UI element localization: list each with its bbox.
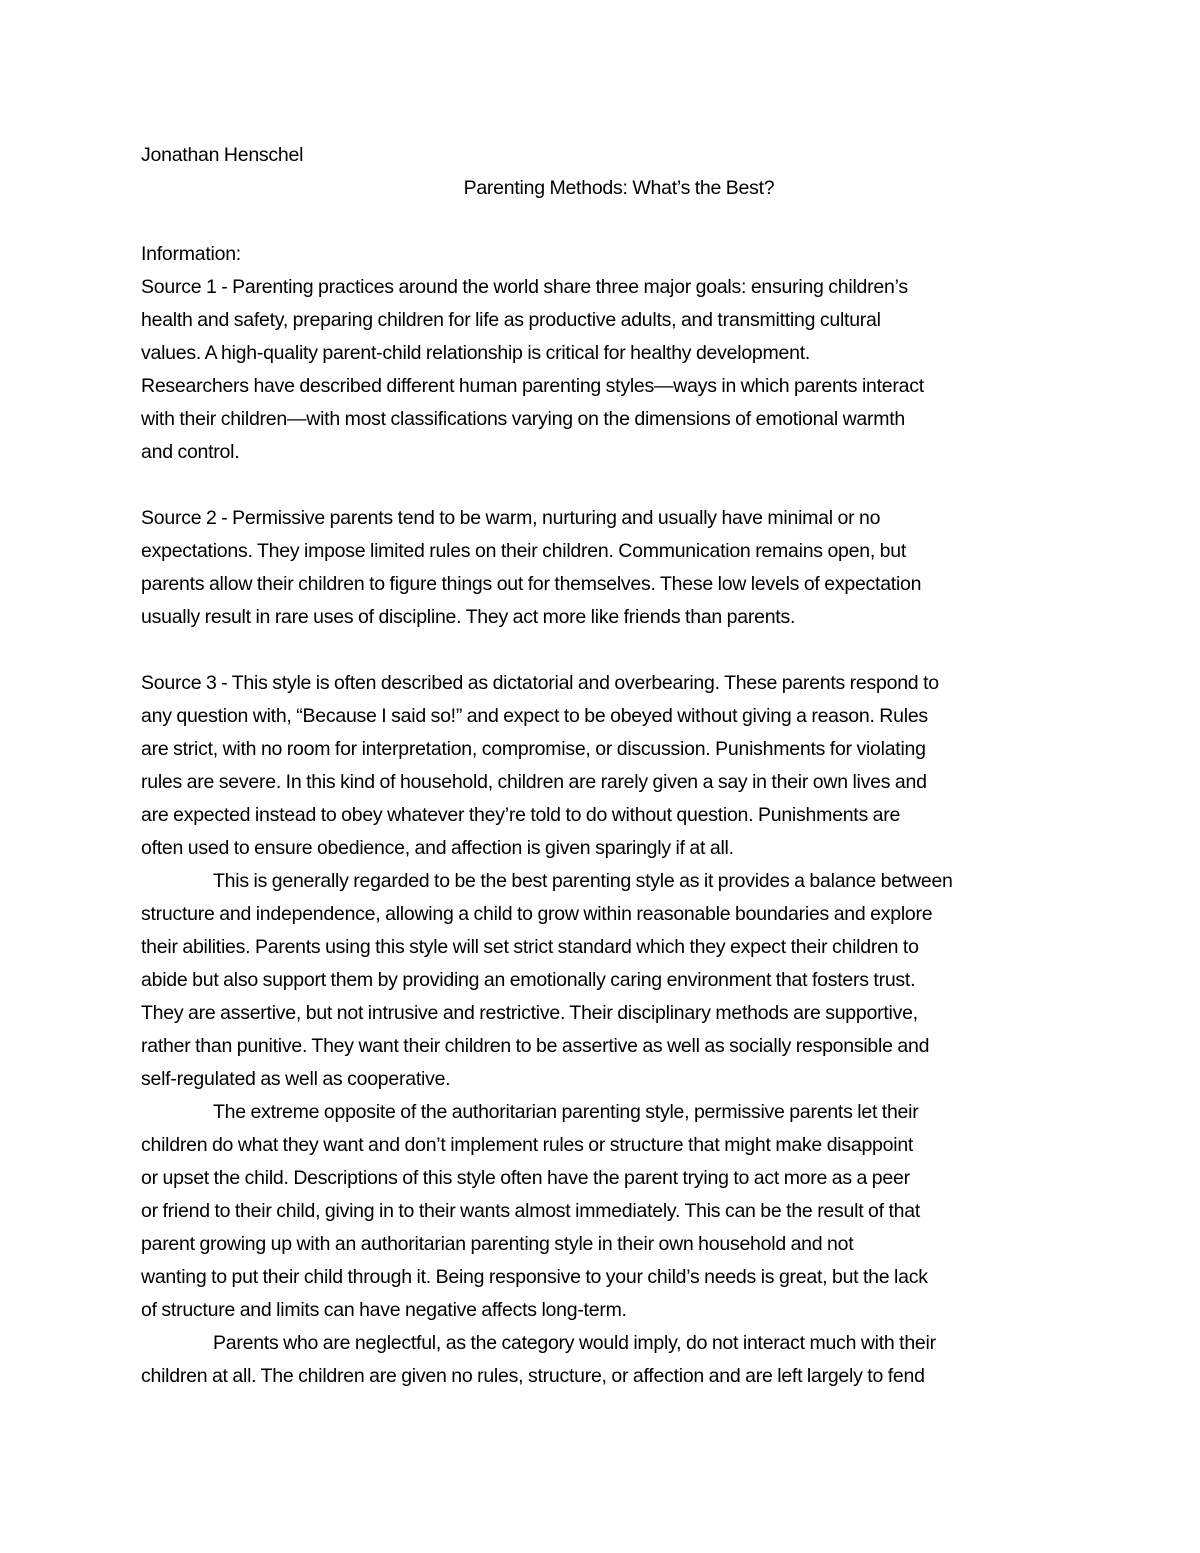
source-1-line: with their children—with most classifications varying on the dimensions of emotional warmth xyxy=(141,408,906,430)
permissive-line: wanting to put their child through it. Being responsive to your child’s needs is great, but the lack xyxy=(141,1266,928,1288)
source-2-line: usually result in rare uses of discipline. They act more like friends than parents. xyxy=(141,606,796,628)
authoritative-line: This is generally regarded to be the best parenting style as it provides a balance between xyxy=(213,870,953,892)
source-1-line: values. A high-quality parent-child relationship is critical for healthy development. xyxy=(141,342,811,364)
source-3-line: often used to ensure obedience, and affection is given sparingly if at all. xyxy=(141,837,734,859)
authoritative-line: self-regulated as well as cooperative. xyxy=(141,1068,451,1090)
document-title: Parenting Methods: What’s the Best? xyxy=(463,177,775,199)
permissive-line: parent growing up with an authoritarian parenting style in their own household and not xyxy=(141,1233,854,1255)
blank-line xyxy=(141,205,1061,238)
source-1-paragraph xyxy=(141,271,1061,469)
permissive-line: or upset the child. Descriptions of this style often have the parent trying to act more as a peer xyxy=(141,1167,910,1189)
document-body xyxy=(141,139,1061,1393)
permissive-line: or friend to their child, giving in to their wants almost immediately. This can be the result of that xyxy=(141,1200,920,1222)
neglectful-paragraph xyxy=(141,1327,1061,1393)
source-3-line: rules are severe. In this kind of household, children are rarely given a say in their own lives and xyxy=(141,771,927,793)
source-3-line: are strict, with no room for interpretation, compromise, or discussion. Punishments for violating xyxy=(141,738,926,760)
authoritative-paragraph xyxy=(141,865,1061,1096)
permissive-line: of structure and limits can have negative affects long-term. xyxy=(141,1299,627,1321)
source-1-line: health and safety, preparing children for life as productive adults, and transmitting cultural xyxy=(141,309,881,331)
authoritative-line: structure and independence, allowing a child to grow within reasonable boundaries and explore xyxy=(141,903,933,925)
source-1-line: Source 1 - Parenting practices around the world share three major goals: ensuring children’s xyxy=(141,276,908,298)
source-1-line: Researchers have described different human parenting styles—ways in which parents interact xyxy=(141,375,924,397)
blank-line xyxy=(141,469,1061,502)
authoritative-line: their abilities. Parents using this style will set strict standard which they expect their children to xyxy=(141,936,919,958)
author-name: Jonathan Henschel xyxy=(141,144,304,166)
neglectful-line: children at all. The children are given no rules, structure, or affection and are left largely to fend xyxy=(141,1365,925,1387)
source-3-paragraph xyxy=(141,667,1061,865)
source-2-paragraph xyxy=(141,502,1061,634)
source-3-line: are expected instead to obey whatever they’re told to do without question. Punishments are xyxy=(141,804,901,826)
neglectful-line: Parents who are neglectful, as the category would imply, do not interact much with their xyxy=(213,1332,936,1354)
permissive-paragraph xyxy=(141,1096,1061,1327)
permissive-line: children do what they want and don’t implement rules or structure that might make disappoint xyxy=(141,1134,914,1156)
blank-line xyxy=(141,634,1061,667)
authoritative-line: rather than punitive. They want their children to be assertive as well as socially responsible and xyxy=(141,1035,930,1057)
source-3-line: any question with, “Because I said so!” and expect to be obeyed without giving a reason. Rules xyxy=(141,705,928,727)
authoritative-line: abide but also support them by providing an emotionally caring environment that fosters trust. xyxy=(141,969,916,991)
source-2-line: expectations. They impose limited rules on their children. Communication remains open, but xyxy=(141,540,907,562)
source-2-line: parents allow their children to figure things out for themselves. These low levels of expectation xyxy=(141,573,922,595)
section-heading: Information: xyxy=(141,243,241,265)
source-2-line: Source 2 - Permissive parents tend to be warm, nurturing and usually have minimal or no xyxy=(141,507,881,529)
source-1-line: and control. xyxy=(141,441,240,463)
permissive-line: The extreme opposite of the authoritarian parenting style, permissive parents let their xyxy=(213,1101,919,1123)
source-3-line: Source 3 - This style is often described as dictatorial and overbearing. These parents respond to xyxy=(141,672,939,694)
authoritative-line: They are assertive, but not intrusive and restrictive. Their disciplinary methods are supportive, xyxy=(141,1002,918,1024)
